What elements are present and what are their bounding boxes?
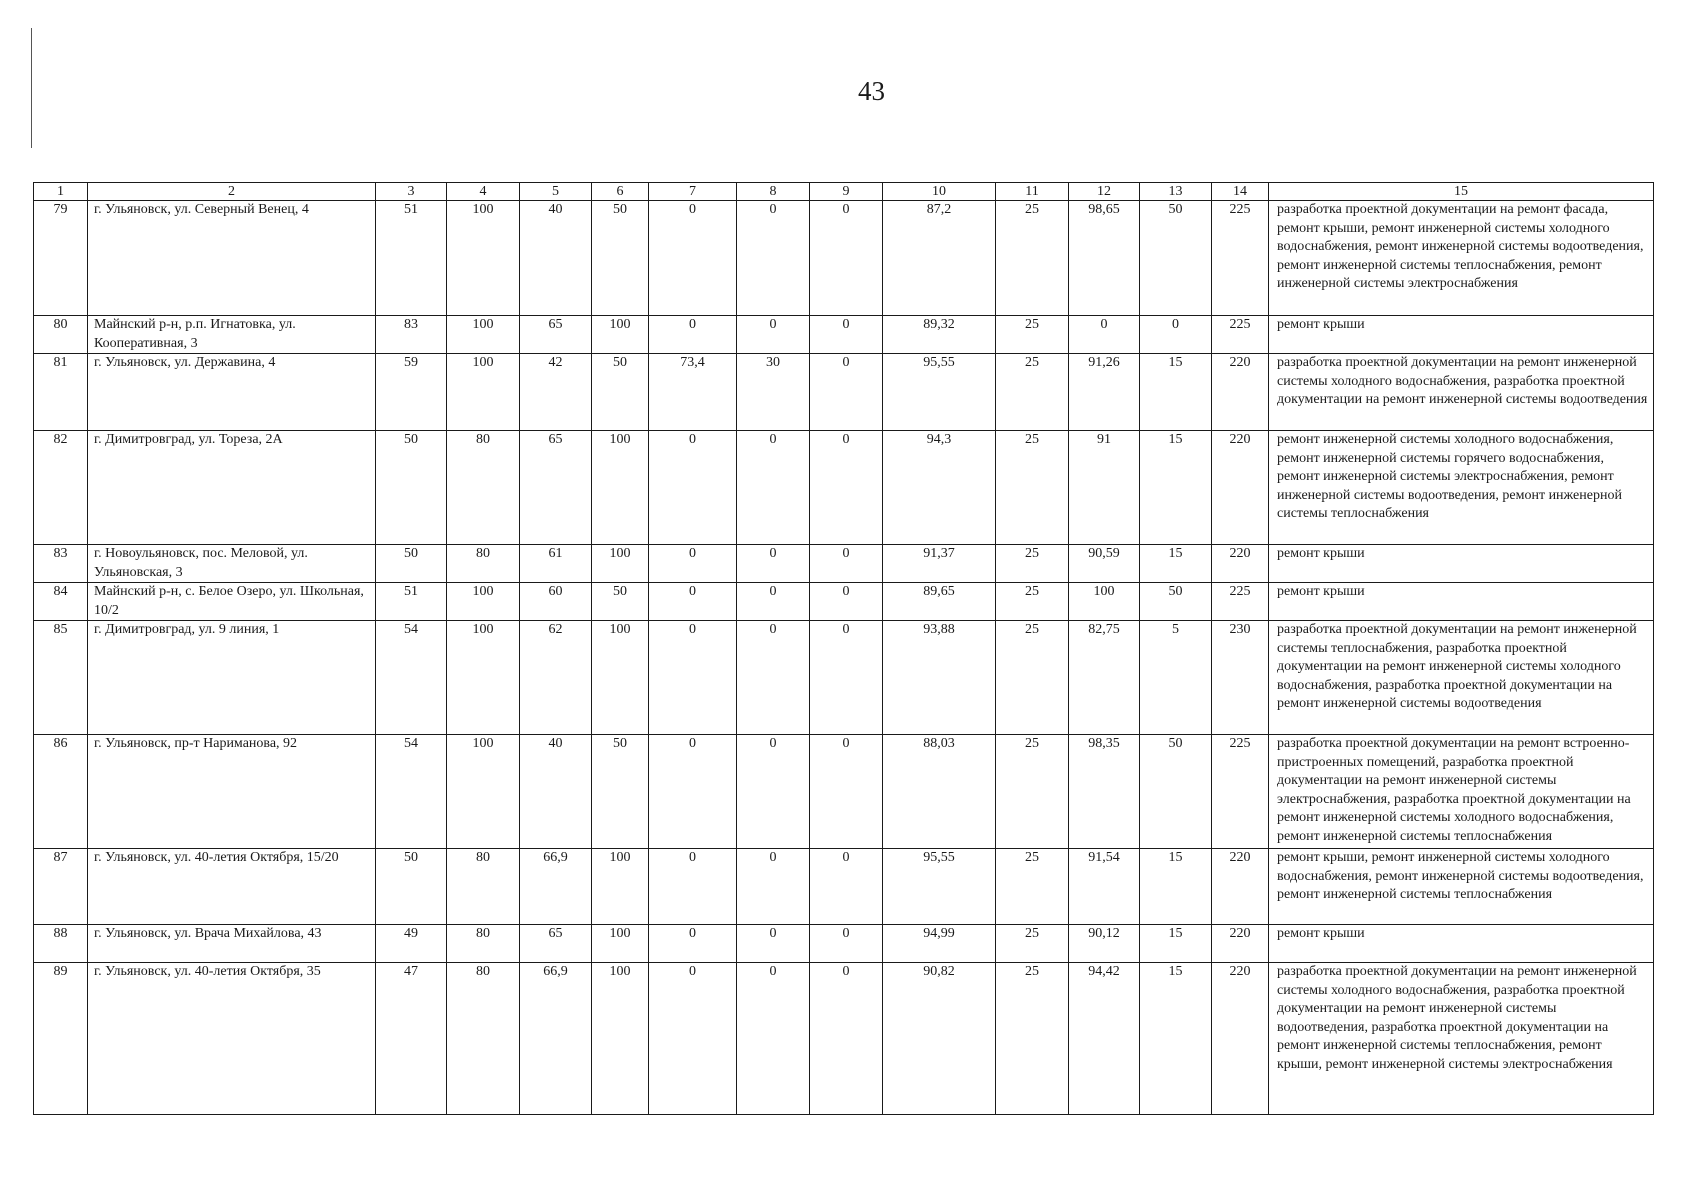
value-cell: 230 [1212,621,1269,735]
column-header: 11 [996,183,1069,201]
value-cell: 89,32 [883,316,996,354]
row-number: 79 [34,201,88,316]
column-header: 2 [88,183,376,201]
value-cell: 50 [592,735,649,849]
row-number: 88 [34,925,88,963]
value-cell: 49 [376,925,447,963]
column-header: 15 [1269,183,1654,201]
value-cell: 0 [737,583,810,621]
row-number: 83 [34,545,88,583]
column-header: 3 [376,183,447,201]
value-cell: 0 [737,963,810,1115]
value-cell: 0 [649,621,737,735]
row-number: 86 [34,735,88,849]
value-cell: 50 [592,583,649,621]
value-cell: 87,2 [883,201,996,316]
value-cell: 90,59 [1069,545,1140,583]
value-cell: 25 [996,201,1069,316]
value-cell: 50 [1140,735,1212,849]
value-cell: 0 [737,621,810,735]
address-cell: Майнский р-н, р.п. Игнатовка, ул. Кооперативная, 3 [88,316,376,354]
column-header: 14 [1212,183,1269,201]
value-cell: 0 [810,201,883,316]
row-number: 80 [34,316,88,354]
value-cell: 94,42 [1069,963,1140,1115]
column-header: 12 [1069,183,1140,201]
value-cell: 220 [1212,354,1269,431]
value-cell: 100 [447,354,520,431]
value-cell: 100 [447,583,520,621]
value-cell: 0 [810,431,883,545]
value-cell: 50 [592,354,649,431]
works-cell: разработка проектной документации на ремонт встроенно-пристроенных помещений, разработка проектной документации на ремонт инженерной системы электроснабжения, разработка проектной документации на ремонт инженерной системы холодного водоснабжения, ремонт инженерной системы теплоснабжения [1269,735,1654,849]
value-cell: 15 [1140,849,1212,925]
value-cell: 225 [1212,316,1269,354]
value-cell: 50 [376,431,447,545]
row-number: 89 [34,963,88,1115]
value-cell: 89,65 [883,583,996,621]
value-cell: 15 [1140,925,1212,963]
row-number: 87 [34,849,88,925]
value-cell: 65 [520,925,592,963]
value-cell: 25 [996,963,1069,1115]
works-cell: разработка проектной документации на ремонт фасада, ремонт крыши, ремонт инженерной системы холодного водоснабжения, ремонт инженерной системы водоотведения, ремонт инженерной системы теплоснабжения, ремонт инженерной системы электроснабжения [1269,201,1654,316]
value-cell: 100 [447,201,520,316]
column-header: 13 [1140,183,1212,201]
value-cell: 65 [520,316,592,354]
value-cell: 0 [737,735,810,849]
value-cell: 47 [376,963,447,1115]
value-cell: 98,35 [1069,735,1140,849]
address-cell: г. Ульяновск, ул. 40-летия Октября, 15/20 [88,849,376,925]
value-cell: 80 [447,963,520,1115]
value-cell: 0 [649,583,737,621]
value-cell: 62 [520,621,592,735]
value-cell: 50 [1140,201,1212,316]
value-cell: 100 [1069,583,1140,621]
value-cell: 59 [376,354,447,431]
value-cell: 83 [376,316,447,354]
value-cell: 15 [1140,431,1212,545]
value-cell: 100 [592,545,649,583]
value-cell: 66,9 [520,849,592,925]
value-cell: 80 [447,431,520,545]
value-cell: 80 [447,925,520,963]
value-cell: 100 [592,316,649,354]
table-row [34,201,1654,316]
value-cell: 90,82 [883,963,996,1115]
value-cell: 0 [737,316,810,354]
value-cell: 91 [1069,431,1140,545]
address-cell: г. Новоульяновск, пос. Меловой, ул. Ульяновская, 3 [88,545,376,583]
header-row [34,183,1654,201]
value-cell: 0 [1140,316,1212,354]
value-cell: 91,37 [883,545,996,583]
table-row [34,963,1654,1115]
works-cell: ремонт крыши [1269,545,1654,583]
column-header: 6 [592,183,649,201]
value-cell: 25 [996,545,1069,583]
data-table [33,182,1654,1115]
column-header: 5 [520,183,592,201]
value-cell: 98,65 [1069,201,1140,316]
address-cell: г. Ульяновск, ул. 40-летия Октября, 35 [88,963,376,1115]
value-cell: 25 [996,583,1069,621]
value-cell: 220 [1212,963,1269,1115]
value-cell: 65 [520,431,592,545]
value-cell: 0 [810,849,883,925]
margin-rule [31,28,32,148]
value-cell: 25 [996,431,1069,545]
column-header: 10 [883,183,996,201]
value-cell: 0 [649,849,737,925]
table-row [34,621,1654,735]
value-cell: 225 [1212,735,1269,849]
works-cell: разработка проектной документации на ремонт инженерной системы холодного водоснабжения, разработка проектной документации на ремонт инженерной системы водоотведения [1269,354,1654,431]
value-cell: 25 [996,849,1069,925]
value-cell: 90,12 [1069,925,1140,963]
address-cell: г. Димитровград, ул. Тореза, 2А [88,431,376,545]
value-cell: 225 [1212,583,1269,621]
value-cell: 54 [376,621,447,735]
value-cell: 220 [1212,545,1269,583]
value-cell: 51 [376,201,447,316]
value-cell: 73,4 [649,354,737,431]
value-cell: 0 [1069,316,1140,354]
table-row [34,583,1654,621]
value-cell: 25 [996,354,1069,431]
value-cell: 30 [737,354,810,431]
value-cell: 0 [810,316,883,354]
value-cell: 0 [737,201,810,316]
value-cell: 15 [1140,545,1212,583]
value-cell: 0 [737,545,810,583]
value-cell: 15 [1140,963,1212,1115]
value-cell: 93,88 [883,621,996,735]
value-cell: 100 [592,621,649,735]
value-cell: 80 [447,545,520,583]
value-cell: 0 [810,583,883,621]
address-cell: Майнский р-н, с. Белое Озеро, ул. Школьная, 10/2 [88,583,376,621]
address-cell: г. Ульяновск, ул. Врача Михайлова, 43 [88,925,376,963]
value-cell: 220 [1212,925,1269,963]
value-cell: 100 [592,925,649,963]
works-cell: ремонт крыши [1269,925,1654,963]
value-cell: 25 [996,316,1069,354]
value-cell: 0 [810,354,883,431]
value-cell: 25 [996,925,1069,963]
value-cell: 0 [649,545,737,583]
value-cell: 25 [996,735,1069,849]
value-cell: 91,26 [1069,354,1140,431]
value-cell: 95,55 [883,849,996,925]
value-cell: 25 [996,621,1069,735]
table-row [34,354,1654,431]
value-cell: 94,99 [883,925,996,963]
works-cell: ремонт крыши [1269,316,1654,354]
value-cell: 80 [447,849,520,925]
row-number: 81 [34,354,88,431]
value-cell: 0 [810,925,883,963]
value-cell: 0 [737,849,810,925]
value-cell: 40 [520,201,592,316]
value-cell: 0 [649,201,737,316]
works-cell: ремонт крыши [1269,583,1654,621]
column-header: 9 [810,183,883,201]
value-cell: 100 [592,431,649,545]
value-cell: 50 [376,545,447,583]
row-number: 82 [34,431,88,545]
value-cell: 100 [447,735,520,849]
column-header: 7 [649,183,737,201]
value-cell: 91,54 [1069,849,1140,925]
value-cell: 50 [592,201,649,316]
value-cell: 220 [1212,849,1269,925]
value-cell: 40 [520,735,592,849]
works-cell: ремонт инженерной системы холодного водоснабжения, ремонт инженерной системы горячего водоснабжения, ремонт инженерной системы электроснабжения, ремонт инженерной системы водоотведения, ремонт инженерной системы теплоснабжения [1269,431,1654,545]
value-cell: 225 [1212,201,1269,316]
value-cell: 82,75 [1069,621,1140,735]
value-cell: 0 [737,925,810,963]
table-row [34,849,1654,925]
row-number: 84 [34,583,88,621]
value-cell: 0 [649,316,737,354]
table-row [34,431,1654,545]
column-header: 1 [34,183,88,201]
value-cell: 100 [592,849,649,925]
value-cell: 0 [649,735,737,849]
value-cell: 0 [737,431,810,545]
value-cell: 50 [1140,583,1212,621]
value-cell: 88,03 [883,735,996,849]
value-cell: 0 [649,431,737,545]
value-cell: 0 [810,545,883,583]
value-cell: 50 [376,849,447,925]
value-cell: 5 [1140,621,1212,735]
value-cell: 0 [649,963,737,1115]
address-cell: г. Ульяновск, пр-т Нариманова, 92 [88,735,376,849]
value-cell: 100 [447,621,520,735]
value-cell: 51 [376,583,447,621]
works-cell: разработка проектной документации на ремонт инженерной системы теплоснабжения, разработка проектной документации на ремонт инженерной системы холодного водоснабжения, разработка проектной документации на ремонт инженерной системы водоотведения [1269,621,1654,735]
column-header: 4 [447,183,520,201]
value-cell: 100 [592,963,649,1115]
table-row [34,545,1654,583]
table-row [34,925,1654,963]
value-cell: 42 [520,354,592,431]
value-cell: 0 [649,925,737,963]
page-number: 43 [858,76,885,106]
row-number: 85 [34,621,88,735]
value-cell: 0 [810,963,883,1115]
value-cell: 95,55 [883,354,996,431]
value-cell: 15 [1140,354,1212,431]
value-cell: 100 [447,316,520,354]
address-cell: г. Ульяновск, ул. Северный Венец, 4 [88,201,376,316]
address-cell: г. Ульяновск, ул. Державина, 4 [88,354,376,431]
value-cell: 0 [810,621,883,735]
address-cell: г. Димитровград, ул. 9 линия, 1 [88,621,376,735]
column-header: 8 [737,183,810,201]
value-cell: 94,3 [883,431,996,545]
value-cell: 0 [810,735,883,849]
table-row [34,316,1654,354]
table-row [34,735,1654,849]
value-cell: 66,9 [520,963,592,1115]
works-cell: разработка проектной документации на ремонт инженерной системы холодного водоснабжения, разработка проектной документации на ремонт инженерной системы водоотведения, разработка проектной документации на ремонт инженерной системы теплоснабжения, ремонт крыши, ремонт инженерной системы электроснабжения [1269,963,1654,1115]
value-cell: 220 [1212,431,1269,545]
value-cell: 54 [376,735,447,849]
value-cell: 60 [520,583,592,621]
works-cell: ремонт крыши, ремонт инженерной системы холодного водоснабжения, ремонт инженерной системы водоотведения, ремонт инженерной системы теплоснабжения [1269,849,1654,925]
value-cell: 61 [520,545,592,583]
